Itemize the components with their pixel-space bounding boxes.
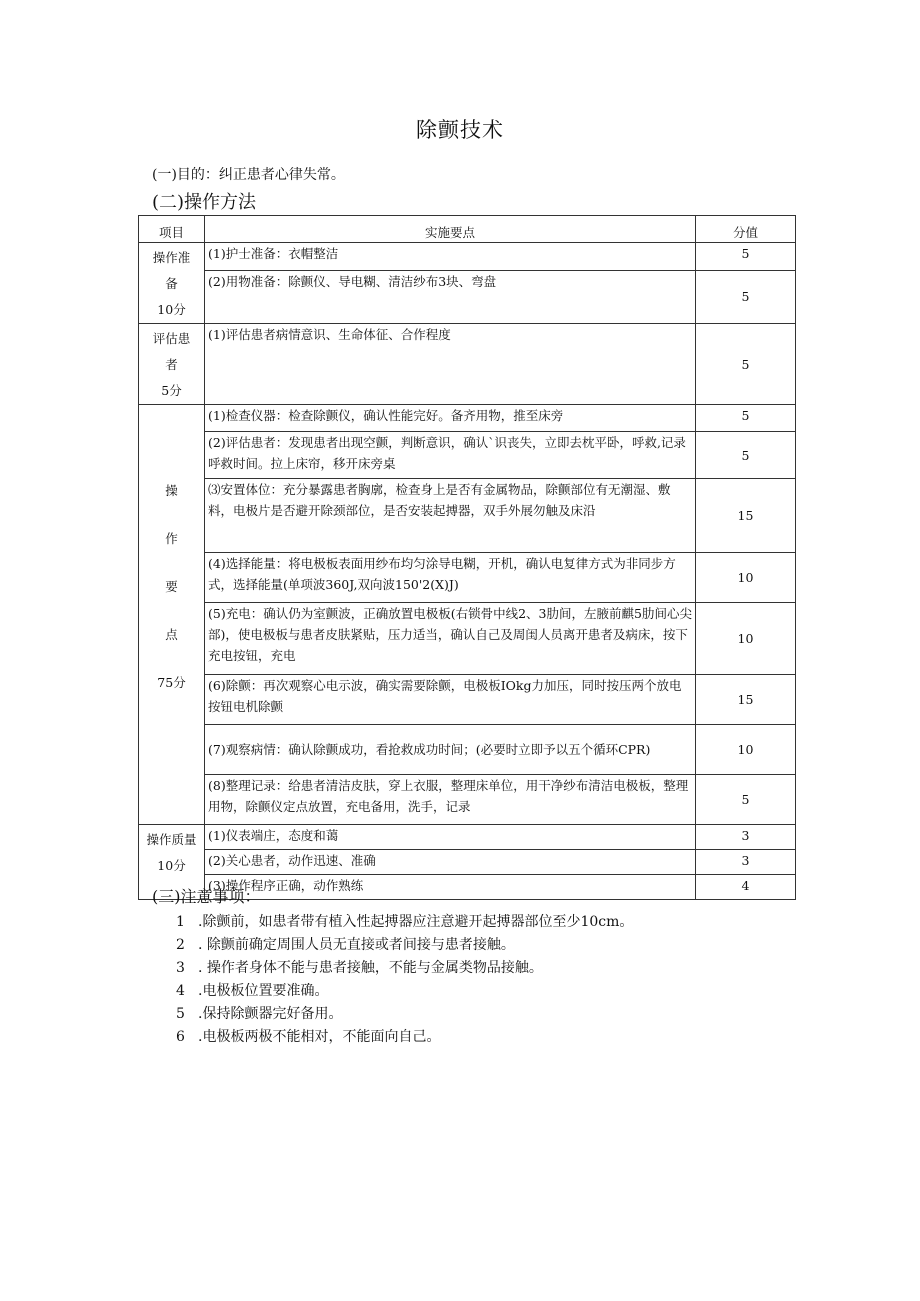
notes-heading: (三)注意事项： [152, 887, 261, 906]
row-score: 10 [696, 553, 796, 603]
row-text: ⑶安置体位：充分暴露患者胸廓，检查身上是否有金属物品，除颤部位有无潮湿、敷料，电极片是否避开除颈部位，是否安装起搏器，双手外展勿触及床沿 [205, 479, 696, 553]
row-score: 5 [696, 270, 796, 323]
table-row [139, 825, 796, 850]
table-header-row [139, 216, 796, 243]
row-score: 10 [696, 603, 796, 675]
label-line: 操作准 [152, 250, 191, 265]
label-line: 5分 [161, 383, 182, 398]
row-score: 5 [696, 432, 796, 479]
list-item [176, 934, 633, 957]
row-text: (5)充电：确认仍为室颤波，正确放置电极板(右锁骨中线2、3肋间，左腋前麒5肋间心尖部)，使电极板与患者皮肤紧贴，压力适当，确认自己及周闺人员离开患者及病床，按下充电按钮，充电 [205, 603, 696, 675]
table-row [139, 324, 796, 405]
table-row [139, 432, 796, 479]
row-text: (6)除颤：再次观察心电示波，确实需要除颤，电极板IOkg力加压，同时按压两个放电按钮电机除颤 [205, 675, 696, 725]
row-text: (3)操作程序正确，动作熟练 [205, 875, 696, 900]
note-number: 1 [176, 914, 185, 930]
note-text: . 除颤前确定周围人员无直接或者间接与患者接触。 [198, 937, 515, 953]
table-row [139, 270, 796, 323]
header-score: 分值 [696, 216, 796, 243]
table-row [139, 479, 796, 553]
list-item [176, 911, 633, 934]
row-text: (8)整理记录：给患者清洁皮肤，穿上衣服，整理床单位，用干净纱布清洁电极板，整理用物，除颤仪定点放置，充电备用，洗手，记录 [205, 775, 696, 825]
note-number: 3 [176, 960, 185, 976]
label-line: 10分 [157, 302, 186, 317]
notes-list [176, 911, 633, 1049]
row-score: 4 [696, 875, 796, 900]
note-text: .除颤前，如患者带有植入性起搏器应注意避开起搏器部位至少10cm。 [198, 914, 634, 930]
note-text: .电极板两极不能相对，不能面向自己。 [198, 1029, 441, 1045]
label-line: 点 [165, 627, 178, 642]
row-score: 3 [696, 825, 796, 850]
label-line: 操作质量 [146, 832, 197, 847]
label-line: 75分 [157, 675, 186, 690]
label-line: 备 [165, 276, 178, 291]
section-label-assess [139, 324, 205, 405]
row-score: 3 [696, 850, 796, 875]
note-number: 6 [176, 1029, 185, 1045]
row-text: (1)评估患者病情意识、生命体征、合作程度 [205, 324, 696, 405]
row-score: 5 [696, 405, 796, 432]
label-line: 作 [165, 531, 178, 546]
row-text: (2)关心患者，动作迅速、准确 [205, 850, 696, 875]
table-row [139, 725, 796, 775]
row-score: 15 [696, 675, 796, 725]
row-text: (1)检查仪器：检查除颤仪，确认性能完好。备齐用物，推至床旁 [205, 405, 696, 432]
table-row [139, 775, 796, 825]
row-score: 5 [696, 243, 796, 271]
table-row [139, 553, 796, 603]
row-score: 5 [696, 775, 796, 825]
label-line: 10分 [157, 858, 186, 873]
header-project: 项目 [139, 216, 205, 243]
row-text: (4)选择能量：将电极板表面用纱布均匀涂导电糊，开机，确认电复律方式为非同步方式，选择能量(单项波360J,双向波150'2(X)J) [205, 553, 696, 603]
row-text: (2)评估患者：发现患者出现空颤，判断意识，确认`识丧失，立即去枕平卧，呼救,记录呼救时间。拉上床帘，移开床旁桌 [205, 432, 696, 479]
note-number: 4 [176, 983, 185, 999]
row-text: (1)护士准备：衣帽整洁 [205, 243, 696, 271]
section-label-prep [139, 243, 205, 324]
procedure-table [138, 215, 796, 900]
row-score: 5 [696, 324, 796, 405]
table-row [139, 243, 796, 271]
table-row [139, 603, 796, 675]
label-line: 者 [165, 357, 178, 372]
section-label-operation [139, 405, 205, 825]
row-score: 15 [696, 479, 796, 553]
row-text: (2)用物准备：除颤仪、导电糊、清洁纱布3块、弯盘 [205, 270, 696, 323]
label-line: 操 [165, 483, 178, 498]
table-row [139, 850, 796, 875]
purpose-line: (一)目的：纠正患者心律失常。 [152, 167, 345, 183]
label-line: 要 [165, 579, 178, 594]
note-text: .电极板位置要准确。 [198, 983, 329, 999]
list-item [176, 1026, 633, 1049]
header-points: 实施要点 [205, 216, 696, 243]
note-text: .保持除颤器完好备用。 [198, 1006, 343, 1022]
note-number: 5 [176, 1006, 185, 1022]
list-item [176, 957, 633, 980]
page-title: 除颤技术 [416, 118, 504, 142]
table-row [139, 405, 796, 432]
note-number: 2 [176, 937, 185, 953]
row-text: (7)观察病情：确认除颤成功，看抢救成功时间；(必要时立即予以五个循环CPR) [205, 725, 696, 775]
list-item [176, 980, 633, 1003]
label-line: 评估患 [152, 331, 191, 346]
list-item [176, 1003, 633, 1026]
row-score: 10 [696, 725, 796, 775]
method-heading: (二)操作方法 [152, 192, 257, 213]
table-row [139, 675, 796, 725]
note-text: . 操作者身体不能与患者接触，不能与金属类物品接触。 [198, 960, 543, 976]
row-text: (1)仪表端庄，态度和蔼 [205, 825, 696, 850]
